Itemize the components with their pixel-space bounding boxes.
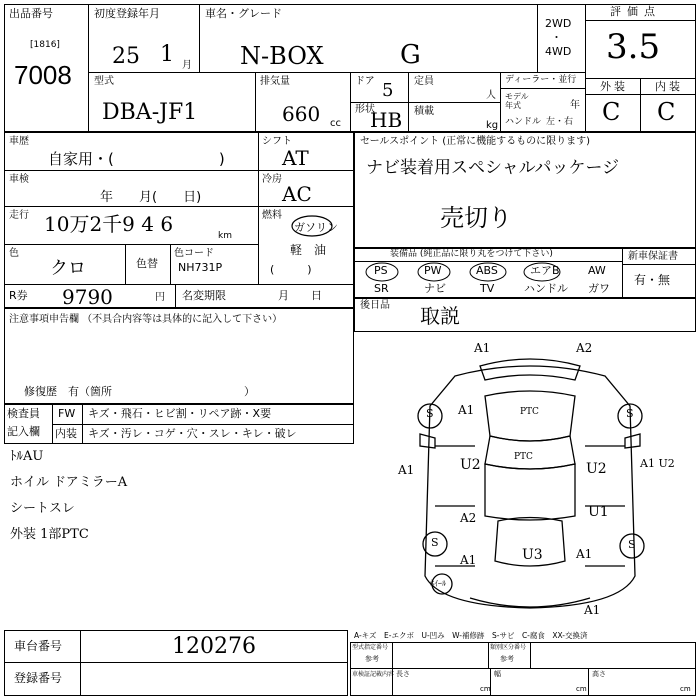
first-reg-year: 25 xyxy=(112,44,140,69)
divider xyxy=(4,662,348,663)
handle-label: ハンドル xyxy=(505,117,542,127)
chassis-label: 車台番号 xyxy=(14,639,63,653)
interior-label: 内装 xyxy=(655,80,683,93)
car-diagram xyxy=(360,336,696,626)
equip-aw: AW xyxy=(588,264,606,277)
fuel-circle xyxy=(290,214,336,238)
divider xyxy=(4,206,354,207)
divider xyxy=(585,4,586,132)
fuel-label: 燃料 xyxy=(262,210,282,221)
type-value: DBA-JF1 xyxy=(102,100,198,125)
note-line-1: ﾄﾙAU xyxy=(10,449,44,464)
post-section xyxy=(354,298,696,332)
divider xyxy=(88,72,585,73)
divider xyxy=(530,642,531,668)
model-year-label: モデル年式 xyxy=(505,92,529,110)
color-change-label: 色替 xyxy=(136,257,158,270)
yen-unit: 円 xyxy=(155,292,165,303)
grade: G xyxy=(400,40,421,70)
sold-out: 売切り xyxy=(440,204,512,232)
divider xyxy=(350,102,500,103)
displacement-value: 660 xyxy=(282,102,321,126)
cc-unit: cc xyxy=(330,118,341,129)
mileage-value: 10万2千9 4 6 xyxy=(44,212,174,236)
ac-label: 冷房 xyxy=(262,174,282,185)
length-label: 長さ xyxy=(396,670,410,678)
divider xyxy=(488,642,489,668)
category-label: 類別区分番号 xyxy=(490,644,527,651)
equip-navi: ナビ xyxy=(424,282,446,295)
note-line-2: ホイル ドアミラーA xyxy=(10,475,128,490)
doors-label: ドア xyxy=(355,76,375,87)
warranty-value: 有・無 xyxy=(634,273,671,287)
divider xyxy=(4,170,354,171)
mark-s-rear-right: S xyxy=(628,538,636,551)
divider xyxy=(537,4,538,72)
mark-s-rear-left: S xyxy=(431,536,439,549)
mark-a1-bottom: A1 xyxy=(584,603,601,617)
type-label: 型式 xyxy=(94,76,114,87)
r-ticket-label: R券 xyxy=(9,289,28,302)
fw-items: キズ・飛石・ヒビ割・リペア跡・X要 xyxy=(88,407,272,420)
ref-label: 参考 xyxy=(365,655,379,663)
interior-items: キズ・汚レ・コゲ・穴・スレ・キレ・破レ xyxy=(88,427,297,440)
divider xyxy=(125,244,126,284)
mark-a1-front: A1 xyxy=(458,403,475,417)
drive-2wd: 2WD xyxy=(545,17,572,30)
divider xyxy=(52,424,354,425)
mark-ptc-hood: PTC xyxy=(520,407,539,417)
color-code-value: NH731P xyxy=(178,261,223,274)
mark-a1-top: A1 xyxy=(474,341,491,355)
divider xyxy=(640,78,641,132)
equip-handle: ハンドル xyxy=(524,282,568,295)
divider xyxy=(392,642,393,696)
divider xyxy=(170,244,171,284)
divider xyxy=(80,630,81,696)
fuel-diesel: 軽 油 xyxy=(290,243,327,257)
equip-tv: TV xyxy=(480,282,495,295)
inspector-label-2: 記入欄 xyxy=(7,425,40,438)
divider xyxy=(4,284,354,285)
equip-abs: ABS xyxy=(476,264,498,277)
cert-label: 車検証記載内容 xyxy=(352,671,395,678)
equip-ps: PS xyxy=(374,264,388,277)
post-label: 後日品 xyxy=(360,300,390,311)
shape-value: HB xyxy=(370,108,403,132)
mark-s-front-right: S xyxy=(626,407,634,420)
equip-gawa: ガワ xyxy=(588,282,610,295)
shift-value: AT xyxy=(282,146,309,170)
doors-value: 5 xyxy=(382,80,394,101)
color-label: 色 xyxy=(9,248,19,259)
name-change-label: 名変期限 xyxy=(182,289,226,302)
divider xyxy=(585,94,696,95)
capacity-label: 定員 xyxy=(414,76,434,87)
drive-dot: ・ xyxy=(551,31,562,44)
mark-s-front-left: S xyxy=(426,407,434,420)
capacity-unit: 人 xyxy=(486,90,496,101)
month-unit: 月 xyxy=(182,60,192,71)
year-unit: 年 xyxy=(570,100,580,111)
divider xyxy=(622,248,623,298)
ref-label-2: 参考 xyxy=(500,655,514,663)
mark-a1-u2-right: A1 U2 xyxy=(640,457,675,470)
fuel-paren: ( ) xyxy=(270,263,312,276)
exterior-label: 外装 xyxy=(600,80,628,93)
divider xyxy=(585,20,696,21)
divider xyxy=(255,72,256,132)
length-unit: cm xyxy=(480,685,491,693)
load-unit: kg xyxy=(486,120,499,131)
interior-items-label: 内装 xyxy=(55,427,77,440)
selling-label: セールスポイント (正常に機能するものに限ります) xyxy=(360,136,591,147)
lot-sub: [1816] xyxy=(30,40,60,50)
type-designation-label: 型式指定番号 xyxy=(352,644,389,651)
note-line-4: 外装 1部PTC xyxy=(10,527,89,542)
equip-circles xyxy=(360,260,580,284)
selling-section xyxy=(354,132,696,248)
equipment-label: 装備品 (純正品に限り丸をつけて下さい) xyxy=(390,249,553,259)
first-reg-month: 1 xyxy=(160,42,174,67)
chassis-value: 120276 xyxy=(172,634,256,659)
mark-u3: U3 xyxy=(522,547,543,563)
post-value: 取説 xyxy=(420,304,460,328)
divider xyxy=(500,88,585,89)
reg-label: 登録番号 xyxy=(14,671,63,685)
divider xyxy=(350,668,696,669)
caution-label: 注意事項申告欄 （不具合内容等は具体的に記入して下さい） xyxy=(9,314,283,325)
lot-label: 出品番号 xyxy=(9,7,53,20)
mark-u2-right: U2 xyxy=(586,461,607,477)
height-label: 高さ xyxy=(592,670,606,678)
note-line-3: シートスレ xyxy=(10,501,75,516)
first-reg-label: 初度登録年月 xyxy=(94,7,160,20)
divider xyxy=(588,668,589,696)
divider xyxy=(82,404,83,444)
history-value: 自家用・( ) xyxy=(48,150,225,168)
dealer-label: ディーラー・並行 xyxy=(505,75,577,85)
divider xyxy=(88,4,89,132)
eval-label: 評価点 xyxy=(610,5,661,18)
r-ticket-value: 9790 xyxy=(62,285,113,309)
handle-value: 左・右 xyxy=(546,117,574,127)
diagram-legend: A-キズ E-エクボ U-凹み W-補修跡 S-サビ C-腐食 XX-交換済 xyxy=(354,631,588,640)
divider xyxy=(199,4,200,72)
mileage-label: 走行 xyxy=(9,210,29,221)
mark-a2-rear-left: A2 xyxy=(460,511,477,525)
history-label: 車歴 xyxy=(9,136,29,147)
mark-u1: U1 xyxy=(588,504,609,520)
fuel-gas: ガソリン xyxy=(294,221,338,234)
displacement-label: 排気量 xyxy=(260,76,290,87)
color-code-label: 色コード xyxy=(174,248,214,259)
shift-label: シフト xyxy=(262,136,292,147)
repair-label: 修復歴 有（箇所 ） xyxy=(24,385,255,398)
warranty-label: 新車保証書 xyxy=(628,251,678,262)
divider xyxy=(622,264,696,265)
mark-ptc-roof: PTC xyxy=(514,452,533,462)
divider xyxy=(175,284,176,308)
equip-pw: PW xyxy=(424,264,442,277)
ac-value: AC xyxy=(282,182,312,206)
fw-label: FW xyxy=(58,407,76,420)
inspection-label: 車検 xyxy=(9,174,29,185)
eval-score: 3.5 xyxy=(606,27,661,67)
inspector-label-1: 検査員 xyxy=(7,407,40,420)
mark-a1-left: A1 xyxy=(398,463,415,477)
name-change-value: 月 日 xyxy=(278,289,322,302)
selling-handwritten: ナビ装着用スペシャルパッケージ xyxy=(366,158,620,178)
width-unit: cm xyxy=(576,685,587,693)
mark-u2-left: U2 xyxy=(460,457,481,473)
height-unit: cm xyxy=(680,685,691,693)
divider xyxy=(500,72,501,132)
width-label: 幅 xyxy=(494,670,501,678)
divider xyxy=(258,132,259,284)
model-grade-label: 車名・グレード xyxy=(205,7,282,20)
mark-a2-top: A2 xyxy=(576,341,593,355)
divider xyxy=(490,668,491,696)
color-value: クロ xyxy=(50,258,86,279)
model-name: N-BOX xyxy=(240,42,324,70)
load-label: 積載 xyxy=(414,106,434,117)
drive-4wd: 4WD xyxy=(545,45,572,58)
equip-airbag: エアB xyxy=(530,264,560,277)
divider xyxy=(408,72,409,132)
interior-grade: C xyxy=(657,98,676,126)
km-unit: km xyxy=(218,231,232,241)
inspection-value: 年 月( 日) xyxy=(100,190,202,205)
mark-a1-rear-left: A1 xyxy=(460,553,477,567)
equip-sr: SR xyxy=(374,282,389,295)
exterior-grade: C xyxy=(602,98,621,126)
shape-label: 形状 xyxy=(355,104,375,115)
mark-a1-rear-right: A1 xyxy=(576,547,593,561)
lot-number: 7008 xyxy=(14,60,72,90)
divider xyxy=(4,244,258,245)
mark-wheel: ﾎｲｰﾙ xyxy=(430,579,446,588)
